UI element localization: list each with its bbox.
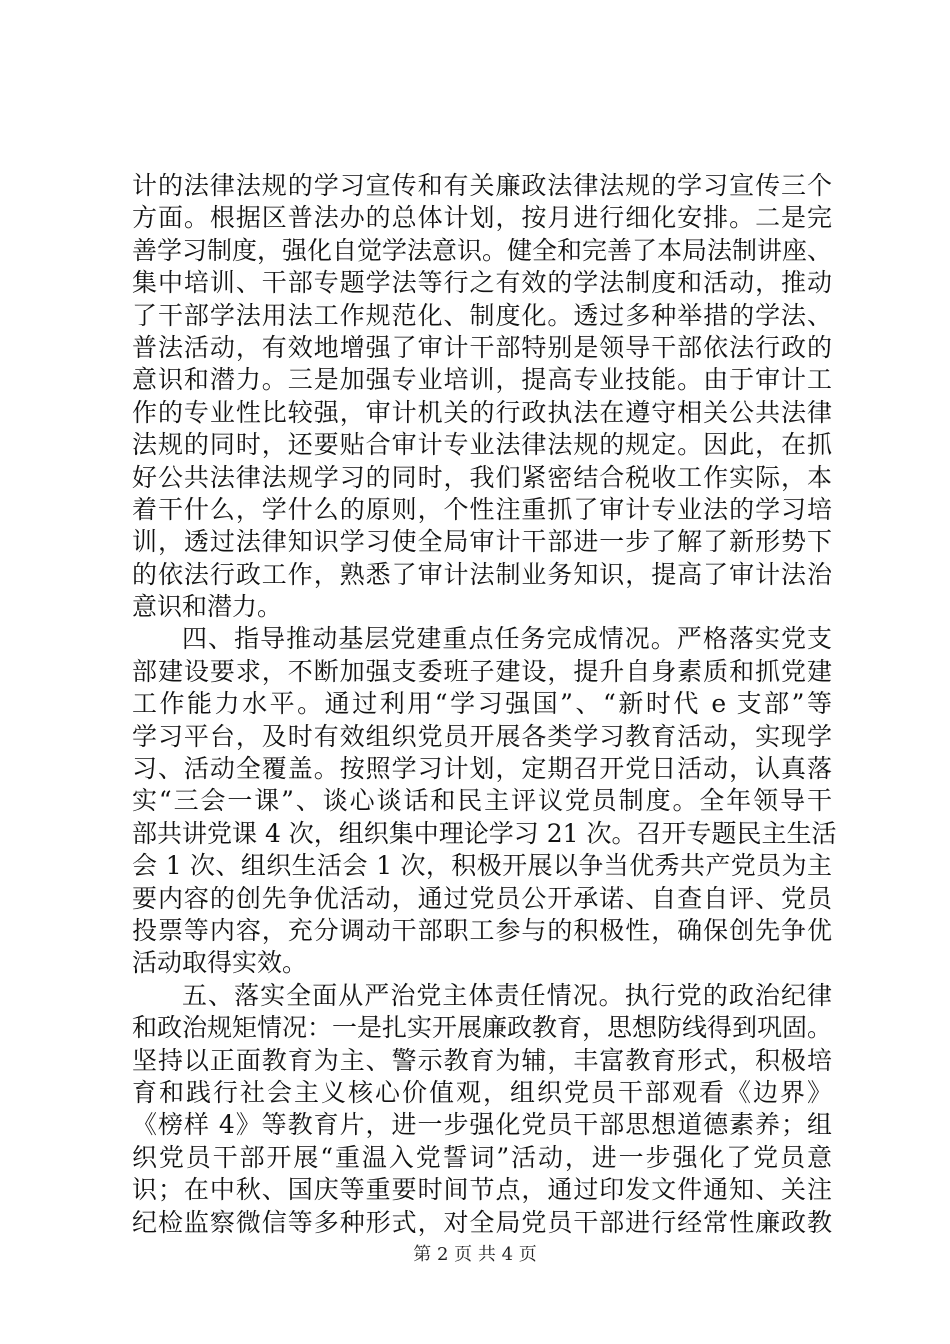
- text-line: 要内容的创先争优活动，通过党员公开承诺、自查自评、党员: [132, 883, 832, 913]
- text-line: 意识和潜力。三是加强专业培训，提高专业技能。由于审计工: [132, 365, 832, 395]
- text-line: 会 1 次、组织生活会 1 次，积极开展以争当优秀共产党员为主: [132, 851, 832, 881]
- text-line: 纪检监察微信等多种形式，对全局党员干部进行经常性廉政教: [132, 1207, 832, 1237]
- text-line: 学习平台，及时有效组织党员开展各类学习教育活动，实现学: [132, 721, 832, 751]
- page-number-footer: 第 2 页 共 4 页: [413, 1244, 537, 1265]
- text-line: 法规的同时，还要贴合审计专业法律法规的规定。因此，在抓: [132, 430, 832, 460]
- text-line: 方面。根据区普法办的总体计划，按月进行细化安排。二是完: [132, 203, 832, 233]
- text-line: 实“三会一课”、谈心谈话和民主评议党员制度。全年领导干: [132, 786, 832, 816]
- text-line: 善学习制度，强化自觉学法意识。健全和完善了本局法制讲座、: [132, 235, 833, 265]
- text-line: 部共讲党课 4 次，组织集中理论学习 21 次。召开专题民主生活: [132, 818, 837, 848]
- paragraph-1: [132, 170, 832, 623]
- text-line: 五、落实全面从严治党主体责任情况。执行党的政治纪律: [182, 980, 832, 1010]
- text-line: 和政治规矩情况：一是扎实开展廉政教育，思想防线得到巩固。: [132, 1013, 833, 1043]
- paragraph-3: [132, 980, 832, 1239]
- paragraph-2: [132, 623, 837, 979]
- text-line: 普法活动，有效地增强了审计干部特别是领导干部依法行政的: [132, 332, 832, 362]
- text-line: 识；在中秋、国庆等重要时间节点，通过印发文件通知、关注: [132, 1175, 832, 1205]
- text-line: 好公共法律法规学习的同时，我们紧密结合税收工作实际，本: [132, 462, 832, 492]
- text-line: 坚持以正面教育为主、警示教育为辅，丰富教育形式，积极培: [132, 1045, 832, 1075]
- text-line: 织党员干部开展“重温入党誓词”活动，进一步强化了党员意: [132, 1142, 832, 1172]
- text-line: 了干部学法用法工作规范化、制度化。透过多种举措的学法、: [132, 300, 832, 330]
- text-line: 意识和潜力。: [132, 592, 283, 622]
- text-line: 活动取得实效。: [132, 948, 308, 978]
- text-line: 作的专业性比较强，审计机关的行政执法在遵守相关公共法律: [132, 397, 832, 427]
- text-line: 着干什么，学什么的原则，个性注重抓了审计专业法的学习培: [132, 494, 832, 524]
- text-line: 部建设要求，不断加强支委班子建设，提升自身素质和抓党建: [132, 656, 832, 686]
- text-line: 投票等内容，充分调动干部职工参与的积极性，确保创先争优: [132, 915, 832, 945]
- text-line: 训，透过法律知识学习使全局审计干部进一步了解了新形势下: [132, 527, 832, 557]
- document-body: [132, 170, 837, 1239]
- text-line: 的依法行政工作，熟悉了审计法制业务知识，提高了审计法治: [132, 559, 832, 589]
- text-line: 习、活动全覆盖。按照学习计划，定期召开党日活动，认真落: [132, 754, 832, 784]
- text-line: 四、指导推动基层党建重点任务完成情况。严格落实党支: [182, 624, 832, 654]
- text-line: 集中培训、干部专题学法等行之有效的学法制度和活动，推动: [132, 268, 832, 298]
- text-line: 育和践行社会主义核心价值观，组织党员干部观看《边界》: [132, 1077, 832, 1107]
- text-line: 工作能力水平。通过利用“学习强国”、“新时代 e 支部”等: [132, 689, 832, 719]
- text-line: 计的法律法规的学习宣传和有关廉政法律法规的学习宣传三个: [132, 171, 832, 200]
- text-line: 《榜样 4》等教育片，进一步强化党员干部思想道德素养；组: [132, 1110, 832, 1140]
